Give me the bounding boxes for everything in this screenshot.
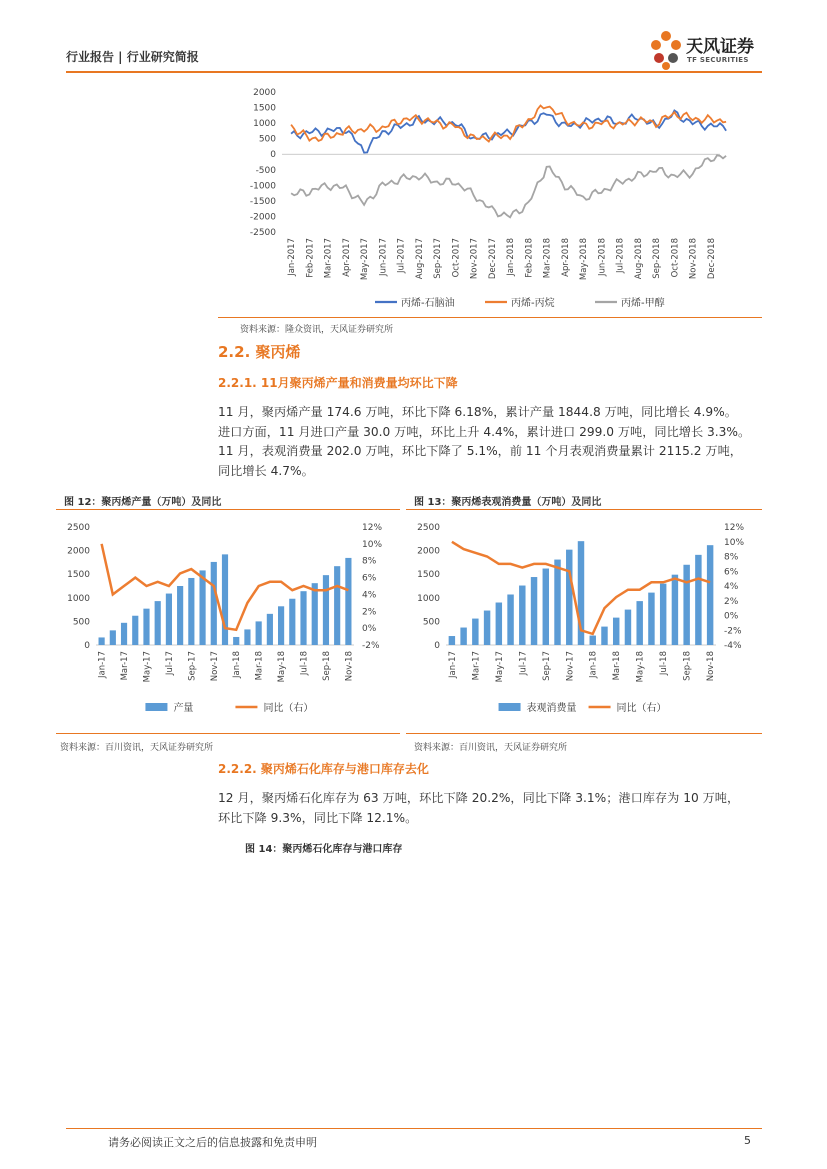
x-tick-label: Mar-17 — [120, 651, 131, 681]
x-tick-label: Jul-17 — [164, 651, 175, 676]
x-tick-label: Nov-2018 — [688, 238, 699, 280]
legend-label: 丙烯-丙烷 — [511, 298, 555, 309]
x-tick-label: Mar-18 — [612, 651, 623, 681]
logo-name: 天风证券 — [686, 37, 754, 57]
legend-label: 丙烯-甲醇 — [621, 298, 665, 309]
y-left-tick-label: 0 — [84, 641, 90, 651]
bar — [289, 599, 295, 645]
y-right-tick-label: -4% — [724, 641, 742, 651]
y-tick-label: -2500 — [249, 228, 276, 238]
bar — [244, 629, 250, 645]
x-tick-label: Dec-2018 — [706, 238, 717, 280]
y-left-tick-label: 500 — [422, 617, 440, 628]
bar — [636, 601, 642, 645]
bar — [484, 611, 490, 645]
bar — [590, 636, 596, 645]
x-tick-label: May-18 — [635, 651, 646, 683]
bar — [267, 614, 273, 645]
x-tick-label: Jan-2018 — [506, 238, 517, 276]
x-tick-label: Sep-17 — [541, 651, 552, 681]
y-right-tick-label: 10% — [362, 539, 383, 550]
x-tick-label: Oct-2018 — [670, 238, 681, 278]
x-tick-label: Apr-2017 — [341, 238, 352, 277]
logo-flower-icon — [648, 28, 684, 72]
paragraph-line: 同比增长 4.7%。 — [218, 463, 314, 478]
x-tick-label: Nov-18 — [344, 651, 355, 682]
bar — [132, 616, 138, 645]
bar — [507, 594, 513, 645]
source-note-top: 资料来源：隆众资讯，天风证券研究所 — [240, 325, 394, 335]
x-tick-label: Jul-2018 — [615, 238, 626, 273]
x-tick-label: Dec-2017 — [487, 238, 498, 280]
bar — [256, 621, 262, 645]
x-tick-label: Jan-2017 — [287, 238, 298, 276]
y-tick-label: -1500 — [249, 196, 276, 207]
y-tick-label: 500 — [258, 134, 276, 145]
y-left-tick-label: 2500 — [417, 523, 440, 533]
x-tick-label: May-18 — [277, 651, 288, 683]
paragraph-1 — [218, 403, 763, 481]
x-tick-label: Feb-2018 — [524, 238, 535, 278]
bar — [648, 593, 654, 645]
x-tick-label: Sep-2018 — [652, 238, 663, 279]
x-tick-label: May-17 — [494, 651, 505, 683]
source-note-fig13: 资料来源：百川资讯，天风证券研究所 — [414, 743, 568, 753]
bar — [496, 603, 502, 645]
bar — [660, 584, 666, 645]
legend-label-bar: 表观消费量 — [526, 703, 577, 714]
legend-label-bar: 产量 — [173, 703, 194, 714]
divider — [406, 733, 762, 734]
y-right-tick-label: -2% — [724, 626, 742, 637]
x-tick-label: Nov-17 — [565, 651, 576, 682]
y-right-tick-label: 12% — [362, 523, 383, 533]
bar — [707, 545, 713, 645]
x-tick-label: Aug-2018 — [633, 238, 644, 280]
x-tick-label: Jan-18 — [588, 651, 599, 678]
x-tick-label: Sep-2017 — [433, 238, 444, 279]
y-left-tick-label: 2500 — [67, 523, 90, 533]
y-right-tick-label: 6% — [362, 573, 377, 584]
bar — [233, 637, 239, 645]
legend-swatch-bar — [145, 703, 167, 711]
divider — [56, 733, 400, 734]
footer-disclaimer: 请务必阅读正文之后的信息披露和免责申明 — [108, 1136, 317, 1149]
bar — [334, 566, 340, 645]
bar — [188, 578, 194, 645]
y-left-tick-label: 2000 — [67, 546, 90, 557]
x-tick-label: Nov-2017 — [469, 238, 480, 280]
header-breadcrumb: 行业报告 | 行业研究简报 — [66, 50, 199, 64]
y-left-tick-label: 1000 — [67, 593, 90, 604]
y-left-tick-label: 2000 — [417, 546, 440, 557]
x-tick-label: Feb-2017 — [305, 238, 316, 278]
y-left-tick-label: 1500 — [417, 570, 440, 581]
x-tick-label: Mar-2018 — [542, 238, 553, 279]
x-tick-label: Jul-18 — [659, 651, 670, 676]
bar — [566, 550, 572, 645]
x-tick-label: Nov-17 — [209, 651, 220, 682]
legend-label-line: 同比（右） — [616, 703, 667, 714]
fig13-title: 图 13：聚丙烯表观消费量（万吨）及同比 — [414, 497, 602, 508]
y-right-tick-label: 8% — [724, 552, 739, 563]
x-tick-label: Oct-2017 — [451, 238, 462, 278]
bar — [143, 609, 149, 645]
x-tick-label: Jul-2017 — [396, 238, 407, 273]
bar — [121, 623, 127, 645]
bar — [155, 601, 161, 645]
chart-propylene-spreads — [230, 80, 750, 312]
x-tick-label: Nov-18 — [706, 651, 717, 682]
y-right-tick-label: 10% — [724, 537, 745, 548]
x-tick-label: Jul-17 — [518, 651, 529, 676]
y-right-tick-label: 0% — [362, 624, 377, 635]
y-left-tick-label: 1000 — [417, 593, 440, 604]
x-tick-label: Mar-2017 — [323, 238, 334, 279]
bar — [211, 562, 217, 645]
x-tick-label: Sep-18 — [321, 651, 332, 681]
chart-pp-production — [56, 515, 400, 730]
bar — [613, 618, 619, 645]
paragraph-2 — [218, 789, 763, 828]
x-tick-label: May-17 — [142, 651, 153, 683]
x-tick-label: Jan-17 — [97, 651, 108, 678]
x-tick-label: Sep-17 — [187, 651, 198, 681]
y-tick-label: 0 — [270, 150, 276, 161]
y-tick-label: 1000 — [253, 119, 276, 130]
y-right-tick-label: 12% — [724, 523, 745, 533]
header-rule — [66, 71, 762, 73]
bar — [554, 560, 560, 645]
x-tick-label: May-2017 — [360, 238, 371, 281]
x-tick-label: May-2018 — [579, 238, 590, 281]
section-title: 2.2. 聚丙烯 — [218, 343, 301, 361]
paragraph-line: 环比下降 9.3%，同比下降 12.1%。 — [218, 810, 418, 825]
bar — [166, 594, 172, 645]
bar — [110, 630, 116, 645]
y-right-tick-label: 2% — [362, 607, 377, 618]
bar — [695, 555, 701, 645]
bar — [177, 586, 183, 645]
bar — [312, 583, 318, 645]
y-left-tick-label: 500 — [72, 617, 90, 628]
bar — [99, 637, 105, 645]
source-note-fig12: 资料来源：百川资讯，天风证券研究所 — [60, 743, 214, 753]
bar — [472, 619, 478, 645]
series-line — [291, 155, 726, 217]
y-right-tick-label: 8% — [362, 556, 377, 567]
divider — [406, 509, 762, 510]
y-tick-label: -2000 — [249, 212, 276, 223]
bar — [519, 586, 525, 645]
y-left-tick-label: 1500 — [67, 570, 90, 581]
fig14-title: 图 14：聚丙烯石化库存与港口库存 — [245, 844, 403, 855]
fig12-title: 图 12：聚丙烯产量（万吨）及同比 — [64, 497, 222, 508]
bar — [449, 636, 455, 645]
paragraph-line: 12 月，聚丙烯石化库存为 63 万吨，环比下降 20.2%，同比下降 3.1%；港口库存为 10 万吨， — [218, 791, 740, 805]
x-tick-label: Jun-2017 — [378, 238, 389, 276]
subsection-title-2: 2.2.2. 聚丙烯石化库存与港口库存去化 — [218, 762, 429, 776]
y-tick-label: 1500 — [253, 103, 276, 114]
y-left-tick-label: 0 — [434, 641, 440, 651]
y-right-tick-label: 4% — [724, 582, 739, 592]
bar — [345, 558, 351, 645]
x-tick-label: Mar-18 — [254, 651, 265, 681]
x-tick-label: Mar-17 — [471, 651, 482, 681]
x-tick-label: Jan-17 — [447, 651, 458, 678]
paragraph-line: 11 月，表观消费量 202.0 万吨，环比下降了 5.1%，前 11 个月表观消费量累计 2115.2 万吨， — [218, 444, 742, 458]
y-right-tick-label: 4% — [362, 590, 377, 601]
chart-pp-consumption — [406, 515, 762, 730]
bar — [625, 610, 631, 645]
x-tick-label: Sep-18 — [682, 651, 693, 681]
x-tick-label: Jul-18 — [299, 651, 310, 676]
x-tick-label: Apr-2018 — [560, 238, 571, 277]
bar — [683, 565, 689, 645]
bar — [601, 627, 607, 645]
x-tick-label: Jan-18 — [232, 651, 243, 678]
legend-swatch-bar — [499, 703, 521, 711]
bar — [323, 575, 329, 645]
y-right-tick-label: 0% — [724, 611, 739, 622]
bar — [278, 606, 284, 645]
y-tick-label: -1000 — [249, 181, 276, 192]
bar — [543, 569, 549, 645]
bar — [460, 628, 466, 645]
logo-subtitle: TF SECURITIES — [687, 56, 749, 64]
paragraph-line: 11 月，聚丙烯产量 174.6 万吨，环比下降 6.18%，累计产量 1844.8 万吨，同比增长 4.9%。 — [218, 405, 737, 419]
y-right-tick-label: 6% — [724, 567, 739, 578]
company-logo — [648, 28, 778, 72]
legend-label: 丙烯-石脑油 — [401, 298, 455, 309]
footer-rule — [66, 1128, 762, 1129]
bar — [672, 575, 678, 645]
bar — [222, 554, 228, 645]
bar — [199, 570, 205, 645]
x-tick-label: Jun-2018 — [597, 238, 608, 276]
y-tick-label: 2000 — [253, 88, 276, 98]
divider — [56, 509, 400, 510]
x-tick-label: Aug-2017 — [414, 238, 425, 280]
y-tick-label: -500 — [255, 165, 276, 176]
y-right-tick-label: -2% — [362, 641, 380, 651]
y-right-tick-label: 2% — [724, 596, 739, 607]
divider — [218, 317, 762, 318]
bar — [531, 577, 537, 645]
subsection-title-1: 2.2.1. 11月聚丙烯产量和消费量均环比下降 — [218, 376, 458, 390]
page-number: 5 — [744, 1134, 751, 1147]
series-line — [291, 106, 726, 142]
bar — [300, 591, 306, 645]
legend-label-line: 同比（右） — [263, 703, 314, 714]
paragraph-line: 进口方面，11 月进口产量 30.0 万吨，环比上升 4.4%，累计进口 299.0 万吨，同比增长 3.3%。 — [218, 424, 751, 439]
